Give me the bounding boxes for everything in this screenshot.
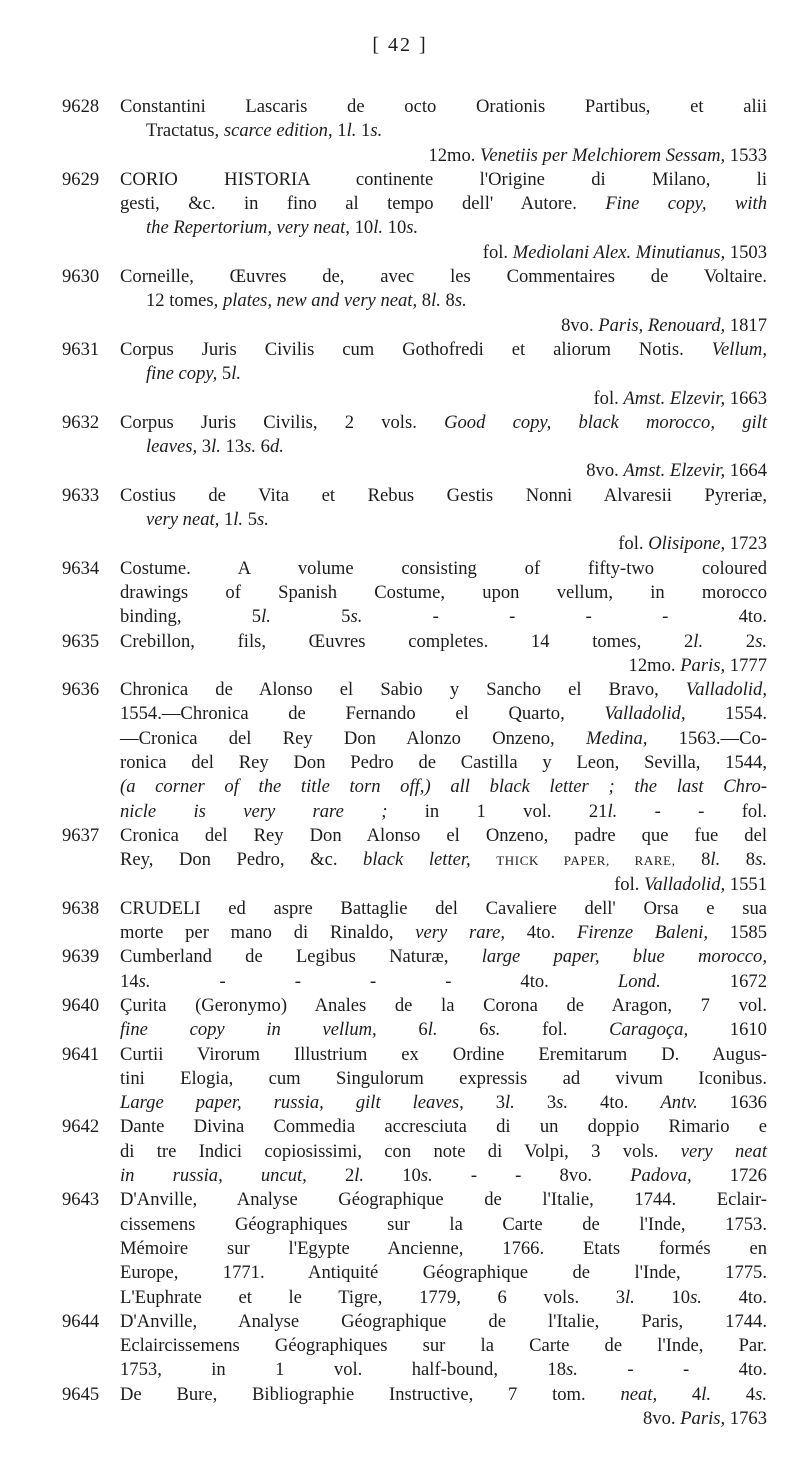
- entry-line: [120, 314, 767, 338]
- entry-line: [120, 848, 767, 872]
- entry-text: 14: [120, 970, 139, 992]
- entry-text: 1753, in 1 vol. half-bound, 18: [120, 1359, 566, 1381]
- entry-line: [120, 241, 767, 265]
- entry-text: 8: [440, 290, 455, 312]
- entry-text: di tre Indici copiosissimi, con note di Volpi, 3 vols.: [120, 1140, 681, 1162]
- entry-text: 1551: [725, 873, 767, 895]
- entry-text: Dante Divina Commedia accresciuta di un doppio Rimario e: [120, 1116, 767, 1138]
- lot-number: 9636: [62, 679, 100, 701]
- entry-line: [120, 411, 767, 435]
- lot-number: 9632: [62, 411, 100, 433]
- entry-text: Rey, Don Pedro, &c.: [120, 849, 364, 871]
- italic-text: Paris, Renouard,: [598, 314, 726, 336]
- catalogue-entry: [62, 1115, 767, 1188]
- entry-line: [120, 1286, 767, 1310]
- entry-line: [120, 1310, 767, 1334]
- italic-text: l.: [354, 1165, 365, 1187]
- entry-text: 5: [270, 606, 351, 628]
- entry-text: L'Euphrate et le Tigre, 1779, 6 vols. 3: [120, 1286, 626, 1308]
- entry-text: Constantini Lascaris de octo Orationis Partibus, et alii: [120, 96, 767, 117]
- entry-text: 1723: [725, 533, 767, 555]
- italic-text: fine copy,: [146, 363, 218, 385]
- entry-text: 5: [243, 509, 258, 531]
- entry-line: [120, 192, 767, 216]
- lot-number: 9640: [62, 994, 100, 1016]
- entry-text: Mémoire sur l'Egypte Ancienne, 1766. Etats formés en: [120, 1237, 767, 1259]
- entry-text: D'Anville, Analyse Géographique de l'Italie, Paris, 1744.: [120, 1310, 767, 1332]
- entry-text: 1554.—Chronica de Fernando el Quarto,: [120, 703, 605, 725]
- catalogue-entries: [62, 95, 767, 1431]
- entry-text: 1663: [725, 387, 767, 409]
- entry-text: fol.: [500, 1019, 610, 1041]
- entry-text: binding, 5: [120, 606, 262, 628]
- catalogue-entry: [62, 994, 767, 1043]
- entry-text: - - - - 4to.: [150, 970, 618, 992]
- catalogue-entry: [62, 824, 767, 897]
- entry-line: [120, 362, 767, 386]
- lot-number: 9637: [62, 824, 100, 846]
- entry-line: [120, 557, 767, 581]
- entry-text: in 1 vol. 21: [387, 800, 608, 822]
- italic-text: scarce edition: [223, 120, 328, 142]
- entry-text: - - 4to.: [577, 1359, 767, 1381]
- entry-text: gesti, &c. in fino al tempo dell' Autore.: [120, 193, 606, 215]
- entry-text: Tractatus,: [146, 120, 224, 142]
- entry-text: Eclaircissemens Géographiques sur la Carte de l'Inde, Par.: [120, 1335, 767, 1357]
- entry-text: 8vo.: [561, 314, 599, 336]
- entry-line: [120, 1358, 767, 1382]
- italic-text: very rare,: [415, 922, 506, 944]
- italic-text: Fine copy, with: [605, 193, 767, 215]
- entry-text: 4: [711, 1383, 756, 1405]
- italic-text: l.: [505, 1092, 515, 1114]
- entry-text: Chronica de Alonso el Sabio y Sancho el Bravo,: [120, 679, 686, 701]
- italic-text: s.: [755, 630, 767, 652]
- entry-line: [120, 265, 767, 289]
- entry-text: 1777: [725, 654, 767, 676]
- entry-text: 1: [219, 509, 234, 531]
- entry-text: 10: [634, 1286, 691, 1308]
- catalogue-entry: [62, 1383, 767, 1432]
- lot-number: 9641: [62, 1043, 100, 1065]
- italic-text: Valladolid,: [604, 703, 686, 725]
- entry-text: fol.: [618, 533, 649, 555]
- entry-line: [120, 873, 767, 897]
- catalogue-entry: [62, 265, 767, 338]
- entry-text: 4: [657, 1383, 702, 1405]
- entry-text: fol.: [482, 241, 513, 263]
- italic-text: very neat: [680, 1140, 768, 1162]
- italic-text: s.: [257, 509, 269, 531]
- italic-text: Valladolid,: [685, 679, 767, 701]
- entry-text: Corpus Juris Civilis, 2 vols.: [120, 411, 445, 433]
- lot-number: 9644: [62, 1310, 100, 1332]
- catalogue-entry: [62, 945, 767, 994]
- lot-number: 9635: [62, 630, 100, 652]
- italic-text: l.: [431, 290, 441, 312]
- lot-number: 9630: [62, 266, 100, 288]
- catalogue-entry: [62, 338, 767, 411]
- entry-line: [120, 800, 767, 824]
- italic-text: l.: [233, 509, 244, 531]
- entry-text: 1503: [725, 241, 767, 263]
- entry-text: Corpus Juris Civilis cum Gothofredi et aliorum Notis.: [120, 338, 712, 360]
- entry-text: 1: [356, 120, 371, 142]
- entry-text: CORIO HISTORIA continente l'Origine di Milano, li: [120, 168, 767, 190]
- entry-text: 12mo.: [428, 144, 481, 166]
- italic-text: l.: [625, 1286, 635, 1308]
- entry-line: [120, 1188, 767, 1212]
- entry-line: [120, 1261, 767, 1285]
- italic-text: d.: [269, 436, 284, 458]
- lot-number: 9638: [62, 897, 100, 919]
- entry-line: [120, 1383, 767, 1407]
- italic-text: s.: [556, 1092, 569, 1114]
- italic-text: s.: [406, 217, 419, 239]
- italic-text: s.: [755, 849, 767, 871]
- entry-line: [120, 168, 767, 192]
- italic-text: very neat,: [146, 509, 220, 531]
- italic-text: s.: [420, 1165, 433, 1187]
- entry-line: [120, 630, 767, 654]
- entry-line: [120, 1213, 767, 1237]
- entry-line: [120, 289, 767, 313]
- entry-line: [120, 1091, 767, 1115]
- italic-text: l.: [607, 800, 618, 822]
- italic-text: l.: [710, 849, 721, 871]
- italic-text: neat,: [620, 1383, 658, 1405]
- entry-text: 1664: [725, 460, 767, 482]
- lot-number: 9634: [62, 557, 100, 579]
- entry-text: De Bure, Bibliographie Instructive, 7 tom.: [120, 1383, 621, 1405]
- lot-number: 9642: [62, 1116, 100, 1138]
- italic-text: Valladolid,: [644, 873, 726, 895]
- entry-text: 8: [417, 290, 432, 312]
- italic-text: Amst. Elzevir,: [623, 387, 726, 409]
- entry-line: [120, 1334, 767, 1358]
- entry-text: CRUDELI ed aspre Battaglie del Cavaliere dell' Orsa e sua: [120, 897, 767, 919]
- lot-number: 9645: [62, 1383, 100, 1405]
- italic-text: Venetiis per Melchiorem Sessam,: [480, 144, 726, 166]
- entry-line: [120, 751, 767, 775]
- entry-text: 2: [703, 630, 756, 652]
- entry-text: 10: [364, 1165, 421, 1187]
- entry-text: 10: [383, 217, 407, 239]
- italic-text: s.: [350, 606, 363, 628]
- entry-text: 1554.: [685, 703, 768, 725]
- entry-text: 1672: [660, 970, 767, 992]
- entry-line: [120, 216, 767, 240]
- entry-line: [120, 897, 767, 921]
- italic-text: s.: [370, 120, 383, 142]
- entry-text: 13: [220, 436, 245, 458]
- entry-text: 2: [306, 1165, 355, 1187]
- entry-text: [471, 849, 497, 870]
- entry-text: —Cronica del Rey Don Alonzo Onzeno,: [120, 727, 586, 749]
- entry-text: Cumberland de Legibus Naturæ,: [120, 946, 482, 968]
- italic-text: s.: [454, 290, 467, 312]
- entry-text: - - fol.: [617, 800, 767, 822]
- italic-text: s.: [488, 1019, 501, 1041]
- italic-text: plates, new and very neat,: [222, 290, 418, 312]
- catalogue-entry: [62, 95, 767, 168]
- italic-text: nicle is very rare ;: [120, 800, 388, 822]
- italic-text: Olisipone,: [648, 533, 726, 555]
- entry-text: Costume. A volume consisting of fifty-two coloured: [120, 557, 767, 579]
- entry-line: [120, 484, 767, 508]
- catalogue-entry: [62, 897, 767, 946]
- entry-text: 3: [463, 1092, 506, 1114]
- entry-text: Europe, 1771. Antiquité Géographique de l'Inde, 1775.: [120, 1262, 767, 1284]
- italic-text: in russia, uncut,: [120, 1165, 307, 1187]
- entry-line: [120, 1164, 767, 1188]
- entry-text: 6: [256, 436, 270, 458]
- italic-text: leaves,: [146, 436, 198, 458]
- italic-text: l.: [231, 363, 242, 385]
- italic-text: l.: [261, 606, 271, 628]
- entry-text: 1636: [697, 1092, 767, 1114]
- italic-text: Padova,: [630, 1165, 692, 1187]
- entry-line: [120, 435, 767, 459]
- entry-line: [120, 921, 767, 945]
- italic-text: Paris,: [680, 1408, 726, 1430]
- entry-line: [120, 1407, 767, 1431]
- entry-line: [120, 775, 767, 799]
- entry-text: 8vo.: [586, 460, 624, 482]
- catalogue-entry: [62, 557, 767, 630]
- italic-text: s.: [138, 970, 151, 992]
- entry-text: D'Anville, Analyse Géographique de l'Italie, 1744. Eclair-: [120, 1189, 767, 1211]
- lot-number: 9639: [62, 946, 100, 968]
- entry-line: [120, 119, 767, 143]
- entry-text: 10: [349, 217, 374, 239]
- italic-text: s.: [755, 1383, 767, 1405]
- entry-line: [120, 1018, 767, 1042]
- catalogue-entry: [62, 411, 767, 484]
- entry-line: [120, 532, 767, 556]
- entry-line: [120, 1140, 767, 1164]
- entry-text: 4to.: [568, 1092, 661, 1114]
- italic-text: Medina,: [585, 727, 648, 749]
- catalogue-entry: [62, 1310, 767, 1383]
- italic-text: Caragoça,: [609, 1019, 689, 1041]
- catalogue-entry: [62, 1188, 767, 1309]
- entry-text: 8: [720, 849, 756, 871]
- italic-text: l.: [373, 217, 384, 239]
- entry-line: [120, 459, 767, 483]
- entry-text: morte per mano di Rinaldo,: [120, 922, 416, 944]
- entry-text: Corneille, Œuvres de, avec les Commentaires de Voltaire.: [120, 266, 767, 288]
- italic-text: Large paper, russia, gilt leaves,: [120, 1092, 464, 1114]
- page-number: [ 42 ]: [372, 34, 428, 56]
- entry-text: 1585: [708, 922, 767, 944]
- entry-line: [120, 702, 767, 726]
- italic-text: Amst. Elzevir,: [623, 460, 726, 482]
- lot-number: 9643: [62, 1189, 100, 1211]
- entry-text: Çurita (Geronymo) Anales de la Corona de Aragon, 7 vol.: [120, 994, 767, 1016]
- italic-text: Lond.: [617, 970, 661, 992]
- entry-line: [120, 970, 767, 994]
- entry-text: ronica del Rey Don Pedro de Castilla y Leon, Sevilla, 1544,: [120, 752, 767, 774]
- entry-line: [120, 581, 767, 605]
- catalogue-entry: [62, 678, 767, 824]
- entry-line: [120, 1115, 767, 1139]
- lot-number: 9633: [62, 484, 100, 506]
- entry-text: fol.: [593, 387, 624, 409]
- italic-text: Mediolani Alex. Minutianus,: [512, 241, 726, 263]
- lot-number: 9628: [62, 96, 100, 117]
- entry-text: 8vo.: [643, 1408, 681, 1430]
- entry-text: Crebillon, fils, Œuvres completes. 14 tomes, 2: [120, 630, 694, 652]
- entry-line: [120, 508, 767, 532]
- entry-text: , 1: [327, 120, 347, 142]
- entry-text: 4to.: [505, 922, 577, 944]
- entry-line: [120, 605, 767, 629]
- entry-text: 1726: [691, 1165, 767, 1187]
- italic-text: (a corner of the title torn off,) all black letter ; the last Chro-: [120, 776, 767, 798]
- entry-text: drawings of Spanish Costume, upon vellum, in morocco: [120, 581, 767, 603]
- italic-text: Good copy, black morocco, gilt: [444, 411, 767, 433]
- entry-line: [120, 338, 767, 362]
- entry-text: 6: [437, 1019, 489, 1041]
- italic-text: Vellum,: [711, 338, 767, 360]
- entry-line: [120, 1067, 767, 1091]
- italic-text: the Repertorium, very neat,: [146, 217, 350, 239]
- entry-text: tini Elogia, cum Singulorum expressis ad vivum Iconibus.: [120, 1067, 767, 1089]
- entry-line: [120, 144, 767, 168]
- italic-text: s.: [690, 1286, 702, 1308]
- entry-line: [120, 1043, 767, 1067]
- catalogue-entry: [62, 630, 767, 679]
- entry-text: fol.: [614, 873, 645, 895]
- entry-text: - - 8vo.: [432, 1165, 631, 1187]
- italic-text: l.: [211, 436, 221, 458]
- entry-text: Cronica del Rey Don Alonso el Onzeno, padre que fue del: [120, 824, 767, 846]
- entry-text: 5: [217, 363, 232, 385]
- small-caps-text: THICK PAPER, RARE,: [496, 853, 676, 869]
- entry-line: [120, 945, 767, 969]
- lot-number: 9629: [62, 168, 100, 190]
- italic-text: Firenze Baleni,: [576, 922, 709, 944]
- italic-text: l.: [693, 630, 704, 652]
- entry-text: 1817: [725, 314, 767, 336]
- entry-text: cissemens Géographiques sur la Carte de l'Inde, 1753.: [120, 1213, 767, 1235]
- italic-text: fine copy in vellum,: [120, 1019, 377, 1041]
- entry-text: 1610: [688, 1019, 767, 1041]
- catalogue-entry: [62, 484, 767, 557]
- entry-text: 1763: [725, 1408, 767, 1430]
- catalogue-entry: [62, 168, 767, 265]
- entry-text: 4to.: [701, 1286, 767, 1308]
- entry-line: [120, 387, 767, 411]
- italic-text: Antv.: [660, 1092, 698, 1114]
- italic-text: black letter,: [363, 849, 471, 871]
- entry-text: 12mo.: [628, 654, 681, 676]
- entry-text: 6: [376, 1019, 428, 1041]
- entry-text: - - - - 4to.: [362, 606, 767, 628]
- entry-line: [120, 994, 767, 1018]
- entry-text: 12 tomes,: [146, 290, 223, 312]
- entry-line: [120, 95, 767, 119]
- catalogue-entry: [62, 1043, 767, 1116]
- entry-text: 8: [675, 849, 711, 871]
- entry-line: [120, 727, 767, 751]
- entry-text: Curtii Virorum Illustrium ex Ordine Eremitarum D. Augus-: [120, 1043, 767, 1065]
- italic-text: Paris,: [680, 654, 726, 676]
- italic-text: s.: [244, 436, 257, 458]
- italic-text: l.: [701, 1383, 712, 1405]
- italic-text: l.: [346, 120, 357, 142]
- entry-line: [120, 678, 767, 702]
- italic-text: s.: [566, 1359, 578, 1381]
- entry-text: 3: [514, 1092, 557, 1114]
- entry-line: [120, 1237, 767, 1261]
- entry-text: 3: [197, 436, 212, 458]
- entry-line: [120, 654, 767, 678]
- italic-text: large paper, blue morocco,: [481, 946, 767, 968]
- entry-text: Costius de Vita et Rebus Gestis Nonni Alvaresii Pyreriæ,: [120, 484, 767, 506]
- lot-number: 9631: [62, 338, 100, 360]
- entry-line: [120, 824, 767, 848]
- entry-text: 1563.—Co-: [647, 727, 767, 749]
- italic-text: l.: [427, 1019, 438, 1041]
- entry-text: 1533: [725, 144, 767, 166]
